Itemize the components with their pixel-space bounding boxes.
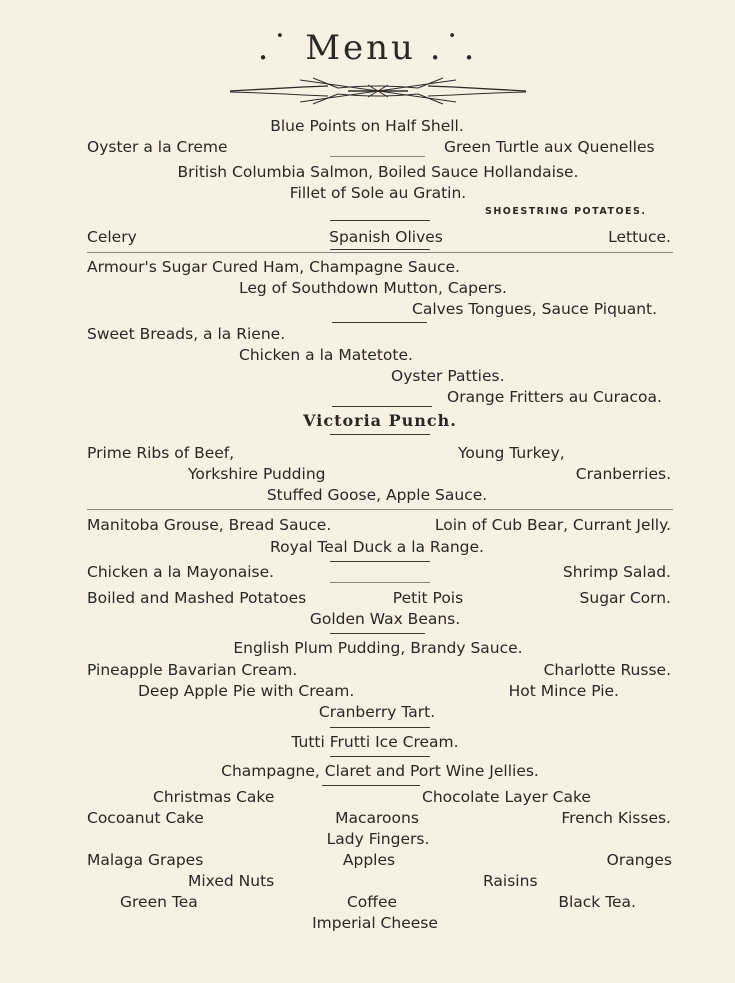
divider	[330, 156, 425, 157]
course-line: Calves Tongues, Sauce Piquant.	[412, 300, 658, 318]
course-line: Lettuce.	[608, 228, 671, 246]
course-line: Chicken a la Matetote.	[239, 346, 413, 364]
course-line: Petit Pois	[392, 589, 464, 607]
course-line: Cranberries.	[575, 465, 671, 483]
course-line: French Kisses.	[561, 809, 671, 827]
course-line: Deep Apple Pie with Cream.	[138, 682, 355, 700]
course-line: Yorkshire Pudding	[188, 465, 326, 483]
course-line: Sweet Breads, a la Riene.	[87, 325, 286, 343]
course-line: Prime Ribs of Beef,	[87, 444, 235, 462]
course-line: Malaga Grapes	[87, 851, 204, 869]
course-line: Celery	[87, 228, 137, 246]
course-line: Loin of Cub Bear, Currant Jelly.	[434, 516, 671, 534]
divider	[330, 633, 425, 634]
course-line: Black Tea.	[558, 893, 636, 911]
divider	[332, 322, 427, 323]
divider	[330, 434, 430, 435]
divider	[330, 249, 430, 250]
course-line: Apples	[342, 851, 396, 869]
course-line: Spanish Olives	[329, 228, 443, 246]
course-line: Mixed Nuts	[188, 872, 275, 890]
course-line: Tutti Frutti Ice Cream.	[291, 733, 459, 751]
course-line: Coffee	[346, 893, 398, 911]
divider	[332, 406, 432, 407]
course-line: Charlotte Russe.	[543, 661, 671, 679]
course-line: Blue Points on Half Shell.	[270, 117, 464, 135]
course-line: Cocoanut Cake	[87, 809, 204, 827]
course-line: Chocolate Layer Cake	[422, 788, 591, 806]
course-line: SHOESTRING POTATOES.	[485, 206, 647, 217]
course-line: British Columbia Salmon, Boiled Sauce Hollandaise.	[177, 163, 579, 181]
course-line: Leg of Southdown Mutton, Capers.	[239, 279, 507, 297]
course-line: Shrimp Salad.	[562, 563, 671, 581]
menu-title: .˙ Menu .˙.	[257, 28, 478, 68]
course-line: Cranberry Tart.	[318, 703, 436, 721]
decorative-flourish-icon	[228, 74, 528, 108]
course-line: Green Tea	[120, 893, 198, 911]
course-line: Raisins	[483, 872, 538, 890]
divider	[322, 785, 420, 786]
course-line: Boiled and Mashed Potatoes	[87, 589, 307, 607]
victoria-punch-heading: Victoria Punch.	[303, 411, 457, 430]
course-line: Hot Mince Pie.	[508, 682, 619, 700]
course-line: Fillet of Sole au Gratin.	[289, 184, 467, 202]
course-line: Macaroons	[335, 809, 419, 827]
divider	[87, 252, 673, 253]
divider	[330, 582, 430, 583]
divider	[87, 509, 673, 510]
divider	[330, 561, 430, 562]
course-line: Orange Fritters au Curacoa.	[447, 388, 662, 406]
divider	[330, 756, 430, 757]
divider	[330, 727, 430, 728]
course-line: Young Turkey,	[458, 444, 565, 462]
course-line: Christmas Cake	[153, 788, 275, 806]
course-line: Royal Teal Duck a la Range.	[270, 538, 484, 556]
course-line: Pineapple Bavarian Cream.	[87, 661, 298, 679]
divider	[330, 220, 430, 221]
course-line: Oyster a la Creme	[87, 138, 228, 156]
course-line: Oranges	[606, 851, 672, 869]
course-line: Green Turtle aux Quenelles	[444, 138, 655, 156]
course-line: Lady Fingers.	[326, 830, 430, 848]
course-line: Champagne, Claret and Port Wine Jellies.	[221, 762, 539, 780]
course-line: Stuffed Goose, Apple Sauce.	[266, 486, 488, 504]
course-line: Oyster Patties.	[391, 367, 505, 385]
course-line: Sugar Corn.	[579, 589, 671, 607]
course-line: Chicken a la Mayonaise.	[87, 563, 275, 581]
course-line: Golden Wax Beans.	[309, 610, 461, 628]
course-line: Imperial Cheese	[312, 914, 438, 932]
course-line: Manitoba Grouse, Bread Sauce.	[87, 516, 332, 534]
course-line: Armour's Sugar Cured Ham, Champagne Sauce.	[87, 258, 460, 276]
course-line: English Plum Pudding, Brandy Sauce.	[233, 639, 523, 657]
